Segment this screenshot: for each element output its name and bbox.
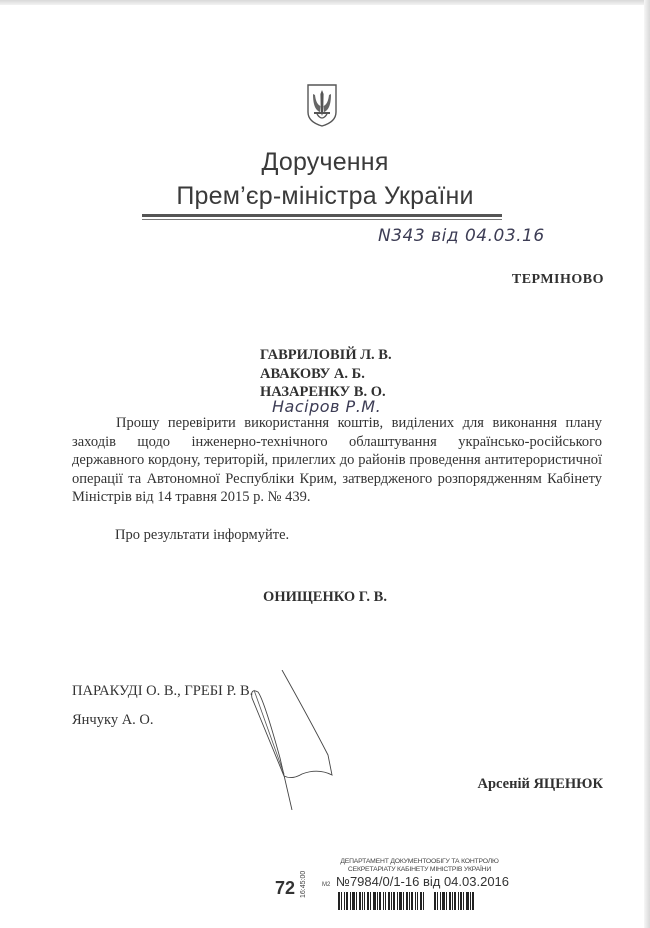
page-edge-right (644, 0, 650, 928)
signatory-name: Арсеній ЯЦЕНЮК (477, 776, 603, 792)
responsible-executor: ОНИЩЕНКО Г. В. (263, 589, 387, 605)
stamp-time-container (300, 870, 312, 928)
body-paragraph (72, 414, 602, 507)
addressee-2: АВАКОВУ А. Б. (260, 365, 365, 382)
signature-scrawl-icon (240, 670, 350, 810)
title-rule-thin (142, 219, 502, 220)
addressee-1: ГАВРИЛОВІЙ Л. В. (260, 347, 392, 363)
stamp-department: ДЕПАРТАМЕНТ ДОКУМЕНТООБІГУ ТА КОНТРОЛЮ СЕКРЕТАРІАТУ КАБІНЕТУ МІНІСТРІВ УКРАЇНИ (340, 858, 499, 873)
handwritten-registration: N343 від 04.03.16 (378, 226, 545, 246)
stamp-mark: М2 (322, 882, 331, 888)
page-number: 72 (275, 878, 296, 898)
body-text: Прошу перевірити використання коштів, виділених для виконання плану заходів щодо інженерно-технічного облаштування українсько-російського державного кордону, територій, прилеглих до районів проведення антитерористичної операції та Автономної Республіки Крим, затвердженого розпорядженням Кабінету Міністрів від 14 травня 2015 р. № 439. (72, 415, 602, 505)
document-title-line-2: Прем’єр-міністра України (176, 182, 474, 210)
title-rule-thick (142, 214, 502, 217)
copies-line-2: Янчуку А. О. (72, 712, 154, 728)
addressee-3: НАЗАРЕНКУ В. О. (260, 384, 386, 400)
urgency-label: ТЕРМІНОВО (511, 272, 604, 287)
closing-line: Про результати інформуйте. (115, 527, 290, 543)
addressee-list (260, 346, 392, 402)
handwritten-addressee: Насіров Р.М. (272, 397, 382, 416)
coat-of-arms-icon (305, 82, 339, 128)
document-title-line-1: Доручення (261, 148, 389, 176)
page-edge-top (0, 0, 650, 5)
copies-line-1: ПАРАКУДІ О. В., ГРЕБІ Р. В. (72, 683, 254, 699)
stamp-registration-number: №7984/0/1-16 від 04.03.2016 (336, 874, 510, 889)
barcode-icon (338, 892, 506, 910)
stamp-time: 16:45:00 (300, 870, 307, 898)
